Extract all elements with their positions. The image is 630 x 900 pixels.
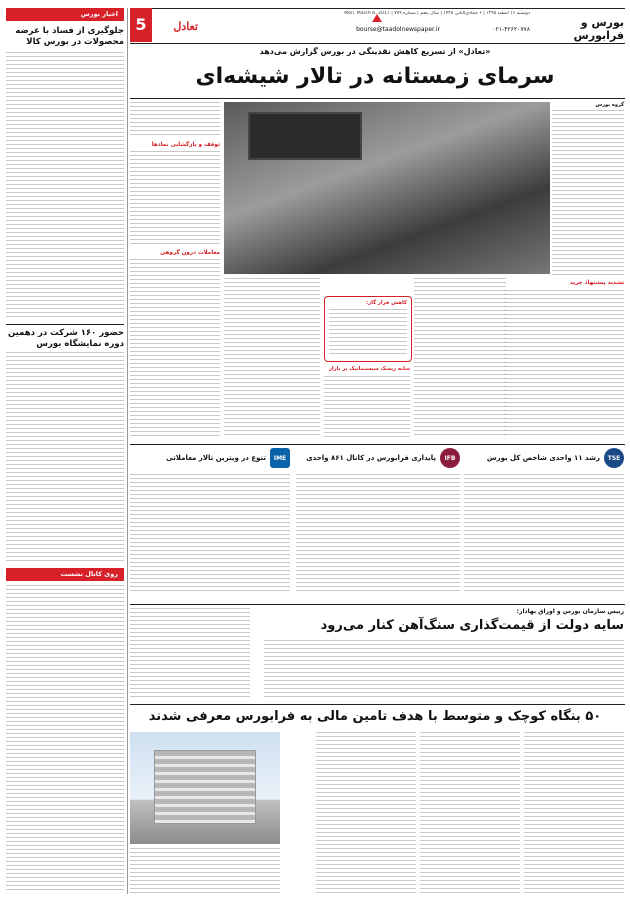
steel-title: سایه دولت از قیمت‌گذاری سنگ‌آهن کنار می‌رود <box>320 618 624 633</box>
lead-col3c <box>130 259 220 437</box>
box-variety-title: تنوع در ویترین تالار معاملاتی <box>166 454 266 462</box>
lead-sub1: توقف و بازگشایی نمادها <box>151 142 220 148</box>
sidebar-section2-header: روی کانال نشست <box>6 568 124 581</box>
building-photo <box>130 732 280 844</box>
date-line: دوشنبه ۱۶ اسفند ۱۳۹۵ | ۶ جمادی‌الثانی ۱۴۳۸ | سال پنجم | شماره ۷۷۹ | Mon. March 6. 2017 <box>344 11 530 16</box>
sidebar-story1-title: جلوگیری از فساد با عرضه محصولات در بورس کالا <box>15 26 124 47</box>
sme-col2 <box>420 732 520 894</box>
exchange-logo-icon: TSE <box>604 448 624 468</box>
quote-text <box>329 309 407 355</box>
section-name: بورس و فرابورس <box>573 16 624 42</box>
lead-col2 <box>224 278 320 438</box>
box-farabourse-body <box>296 474 460 594</box>
box-farabourse-title: پایداری فرابورس در کانال ۸۶۱ واحدی <box>306 454 436 462</box>
divider <box>130 444 625 445</box>
sme-col3 <box>316 732 416 894</box>
phone: ۰۲۱-۴۲۶۲۰۷۷۸ <box>492 26 530 33</box>
divider <box>130 604 625 605</box>
steel-body <box>264 640 624 700</box>
lead-col3b <box>130 151 220 247</box>
lead-sub2: معاملات درون گروهی <box>159 250 220 256</box>
lead-col2b <box>324 376 410 438</box>
lead-sub3: تشدید پیشنهاد خرید <box>569 280 624 286</box>
quote-label: کاهش فرار گاز: <box>366 300 407 306</box>
lead-sub4: سایه ریسک سیستماتیک بر بازار <box>328 366 410 372</box>
logo: تعادل <box>173 20 198 33</box>
lead-col2c <box>414 278 506 438</box>
sidebar-story2-body <box>6 352 124 564</box>
lead-title: سرمای زمستانه در تالار شیشه‌ای <box>195 64 555 89</box>
sidebar-story2-title: حضور ۱۶۰ شرکت در دهمین دوره نمایشگاه بورس <box>7 328 124 349</box>
photo-screens <box>248 112 362 160</box>
divider <box>6 324 124 325</box>
box-index <box>464 448 624 598</box>
lead-kicker: «تعادل» از تسریع کاهش نقدینگی در بورس گزارش می‌دهد <box>259 47 491 56</box>
box-index-title: رشد ۱۱ واحدی شاخص کل بورس <box>486 454 600 462</box>
box-farabourse <box>296 448 460 598</box>
quote-box <box>324 296 412 362</box>
lead-col1 <box>552 110 624 276</box>
divider <box>130 98 625 99</box>
triangle-icon <box>372 14 382 22</box>
sidebar-section2-body <box>6 585 124 893</box>
building-facade <box>154 750 256 824</box>
column-rule <box>127 8 128 894</box>
lead-byline: گروه بورس <box>595 102 624 108</box>
mid-story-col <box>130 608 250 700</box>
sme-col1 <box>524 732 624 894</box>
lead-col1b <box>504 290 624 438</box>
page-number: 5 <box>130 8 152 42</box>
divider <box>130 704 625 705</box>
box-index-body <box>464 474 624 594</box>
ime-logo-icon: IME <box>270 448 290 468</box>
sme-title: ۵۰ بنگاه کوچک و متوسط با هدف تامین مالی به فرابورس معرفی شدند <box>148 709 602 724</box>
box-variety-body <box>130 474 290 594</box>
steel-kicker: رییس سازمان بورس و اوراق بهادار: <box>516 608 624 615</box>
sidebar-story1-body <box>6 52 124 320</box>
sme-col4 <box>130 848 280 894</box>
email: bourse@taadolnewspaper.ir <box>356 26 440 33</box>
lead-col3 <box>130 102 220 138</box>
farabourse-logo-icon: IFB <box>440 448 460 468</box>
sidebar-header: اخبار بورس <box>6 8 124 21</box>
box-variety <box>130 448 290 598</box>
